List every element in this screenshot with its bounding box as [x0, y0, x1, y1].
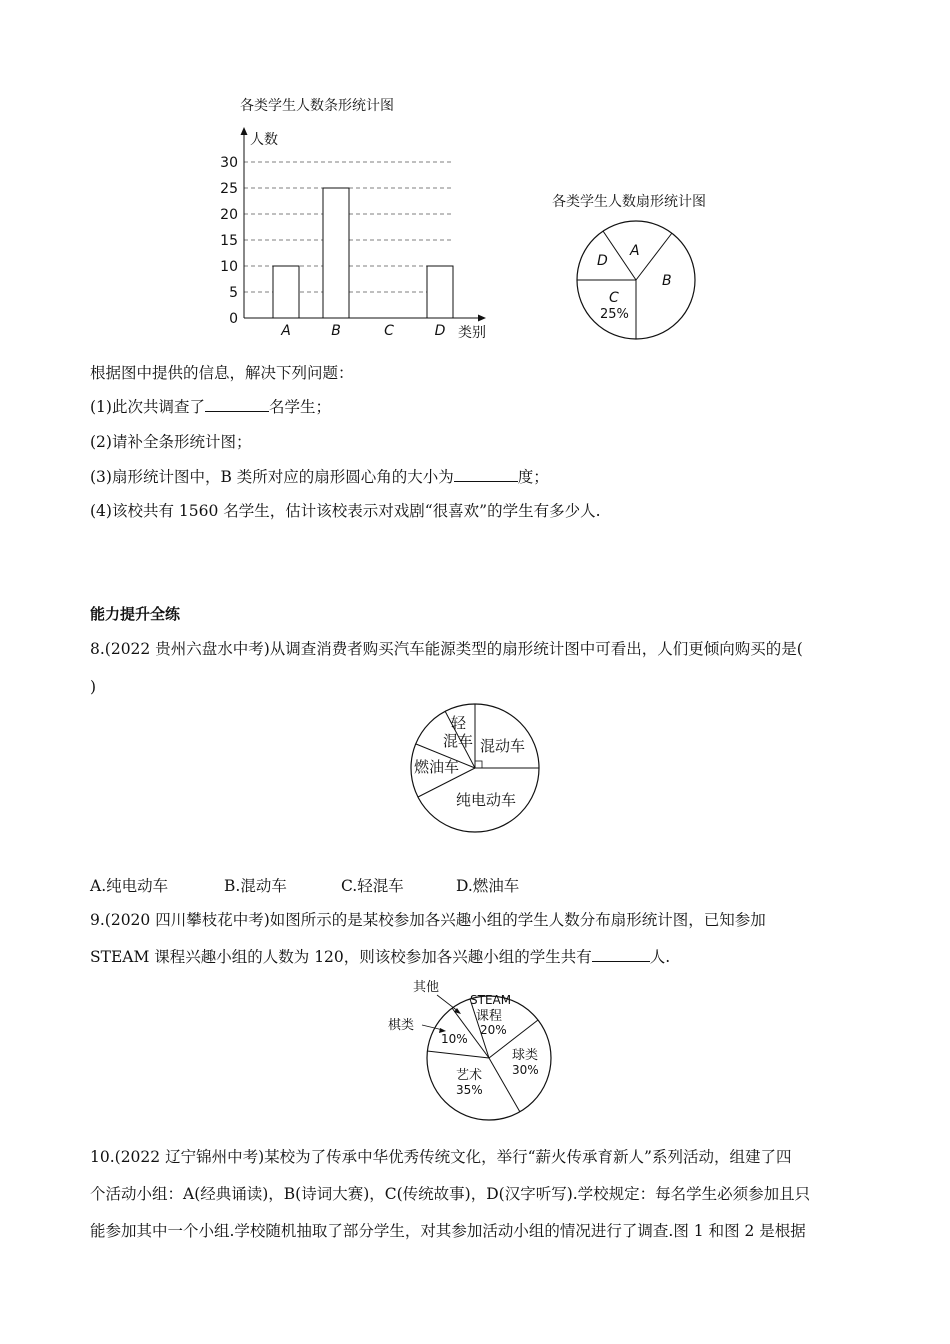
q8-line2: ) [90, 678, 97, 696]
y-tick-label: 10 [220, 259, 238, 275]
pie1-title: 各类学生人数扇形统计图 [552, 194, 706, 210]
q9-label-chess-pct: 10% [441, 1032, 468, 1046]
bar-B [323, 188, 349, 318]
y-tick-label: 15 [220, 233, 238, 249]
q8-label-fuel: 燃油车 [414, 758, 460, 776]
y-tick-label: 30 [220, 155, 238, 171]
y-tick-label: 0 [229, 311, 238, 327]
q8-label-electric: 纯电动车 [456, 791, 517, 809]
q8-label-hybrid: 混动车 [480, 737, 526, 755]
x-tick-label-A: A [281, 323, 291, 339]
bar-chart-ylabel: 人数 [250, 132, 278, 148]
q7-part4: (4)该校共有 1560 名学生，估计该校表示对戏剧“很喜欢”的学生有多少人. [90, 502, 601, 520]
right-angle-mark [475, 761, 482, 768]
answer-blank-1[interactable] [205, 396, 269, 412]
q9-label-art-pct: 35% [456, 1083, 483, 1097]
q8-label-light-hybrid-2: 混车 [443, 732, 474, 750]
q9-label-chess: 棋类 [388, 1018, 415, 1033]
pie1-label-a: A [630, 243, 640, 259]
pie1-label-b: B [662, 273, 672, 289]
pie1-c-percent: 25% [600, 307, 629, 322]
bar-xticks [280, 323, 445, 339]
q9-label-steam-pct: 20% [480, 1023, 507, 1037]
q8-option-d[interactable]: D.燃油车 [456, 877, 520, 895]
q10-line3: 能参加其中一个小组.学校随机抽取了部分学生，对其参加活动小组的情况进行了调查.图 1 和图 2 是根据 [90, 1222, 806, 1240]
q9-label-steam: STEAM [470, 993, 512, 1007]
x-tick-label-D: D [434, 323, 446, 339]
answer-blank-2[interactable] [454, 466, 518, 482]
q8-option-b[interactable]: B.混动车 [224, 877, 287, 895]
bar-D [427, 266, 453, 318]
pie-chart-q9 [385, 975, 565, 1130]
q10-line2: 个活动小组：A(经典诵读)，B(诗词大赛)，C(传统故事)，D(汉字听写).学校规定：每名学生必须参加且只 [90, 1185, 811, 1203]
q8-option-a[interactable]: A.纯电动车 [90, 877, 169, 895]
y-tick-label: 25 [220, 181, 238, 197]
q7-part2: (2)请补全条形统计图； [90, 433, 252, 451]
bar-yticks [220, 155, 238, 327]
pie-chart-q8 [405, 702, 547, 840]
q8-line1: 8.(2022 贵州六盘水中考)从调查消费者购买汽车能源类型的扇形统计图中可看出，人们更倾向购买的是( [90, 640, 803, 658]
bar-bars [273, 188, 453, 318]
section-title: 能力提升全练 [90, 605, 181, 623]
q7-part3: (3)扇形统计图中，B 类所对应的扇形圆心角的大小为 度； [90, 468, 549, 486]
bar-A [273, 266, 299, 318]
answer-blank-3[interactable] [592, 946, 650, 962]
q7-intro: 根据图中提供的信息，解决下列问题： [90, 364, 354, 382]
q9-line2: STEAM 课程兴趣小组的人数为 120，则该校参加各兴趣小组的学生共有 人. [90, 948, 671, 966]
leader-line-other [437, 995, 459, 1012]
q9-label-ball: 球类 [512, 1048, 539, 1063]
q8-label-light-hybrid-1: 轻 [451, 714, 467, 732]
q9-label-course: 课程 [476, 1009, 503, 1024]
y-tick-label: 20 [220, 207, 238, 223]
x-axis-arrow-icon [478, 315, 486, 322]
q9-label-art: 艺术 [456, 1068, 483, 1083]
bar-chart [200, 90, 500, 350]
pie1-label-c: C [609, 290, 619, 306]
pie1-label-d: D [597, 253, 608, 269]
q7-part1: (1)此次共调查了 名学生； [90, 398, 331, 416]
x-tick-label-B: B [331, 323, 341, 339]
pie-chart-1 [570, 220, 702, 342]
bar-chart-title: 各类学生人数条形统计图 [240, 98, 394, 114]
bar-chart-xlabel: 类别 [458, 325, 486, 341]
q9-line1: 9.(2020 四川攀枝花中考)如图所示的是某校参加各兴趣小组的学生人数分布扇形统计图，已知参加 [90, 911, 766, 929]
q9-label-other: 其他 [413, 980, 440, 995]
q10-line1: 10.(2022 辽宁锦州中考)某校为了传承中华优秀传统文化，举行“薪火传承育新人”系列活动，组建了四 [90, 1148, 792, 1166]
x-tick-label-C: C [384, 323, 394, 339]
q8-option-c[interactable]: C.轻混车 [341, 877, 404, 895]
y-axis-arrow-icon [241, 127, 248, 135]
y-tick-label: 5 [229, 285, 238, 301]
q9-label-ball-pct: 30% [512, 1063, 539, 1077]
